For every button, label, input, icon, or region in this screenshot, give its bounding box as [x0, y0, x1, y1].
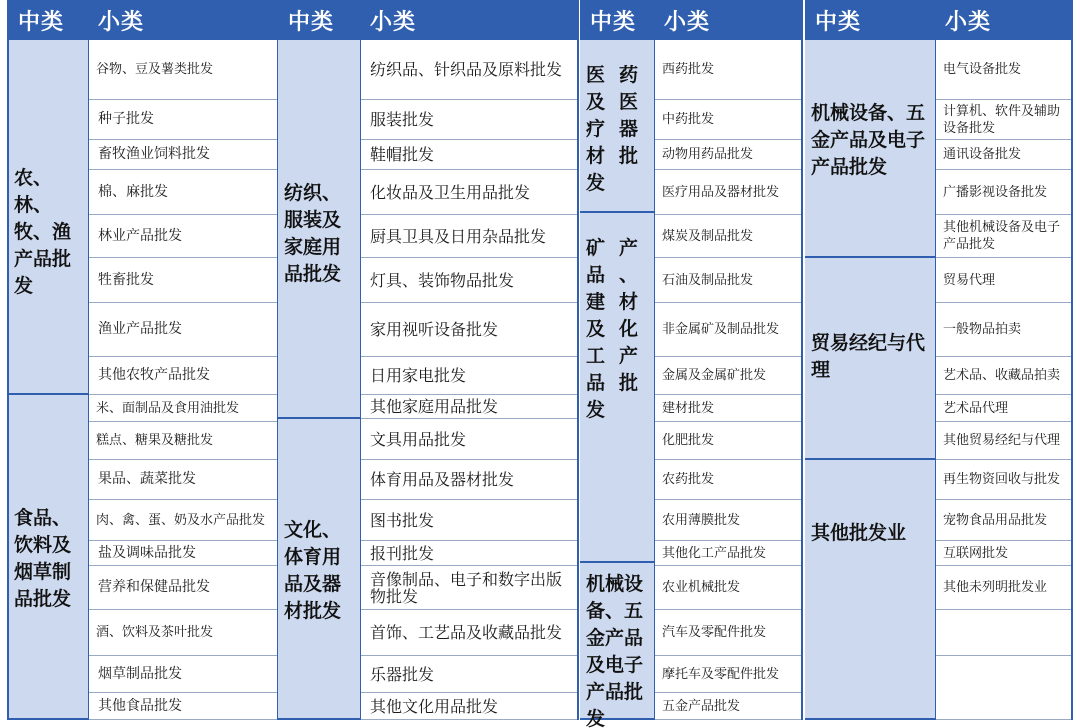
mid-category-char: 及	[586, 318, 606, 340]
small-category-cell	[360, 170, 578, 215]
small-category-label: 种子批发	[98, 111, 154, 127]
small-category-cell	[360, 100, 578, 140]
small-category-label: 日用家电批发	[370, 366, 467, 385]
small-category-label: 畜牧渔业饲料批发	[98, 146, 210, 162]
small-category-label: 一般物品拍卖	[943, 322, 1022, 337]
small-category-cell	[935, 140, 1072, 170]
mid-category-char: 品	[586, 372, 606, 394]
small-category-cell	[360, 541, 578, 566]
small-category-cell	[88, 215, 278, 258]
small-category-cell	[360, 500, 578, 541]
small-category-label: 谷物、豆及薯类批发	[96, 62, 214, 77]
small-category-label: 摩托车及零配件批发	[662, 666, 780, 682]
small-category-label: 农用薄膜批发	[662, 512, 741, 528]
small-category-label: 纺织品、针织品及原料批发	[370, 60, 563, 79]
mid-category-label	[586, 235, 648, 424]
small-category-label: 报刊批发	[370, 543, 435, 563]
small-category-label: 通讯设备批发	[943, 147, 1022, 162]
header-small-category: 小类	[88, 0, 278, 40]
small-category-cell	[935, 395, 1072, 422]
small-category-label: 汽车及零配件批发	[662, 625, 767, 640]
small-category-label: 棉、麻批发	[98, 183, 168, 200]
small-category-cell	[654, 100, 802, 140]
mid-category-char	[619, 397, 648, 424]
mid-category-char: 器	[619, 118, 639, 140]
small-category-label: 互联网批发	[943, 545, 1009, 561]
small-category-label: 牲畜批发	[98, 271, 154, 288]
header-small-category: 小类	[654, 0, 802, 40]
small-category-cell	[360, 460, 578, 500]
small-category-cell	[654, 500, 802, 541]
small-category-label: 贸易代理	[943, 272, 996, 288]
mid-category-char: 品	[586, 264, 606, 286]
mid-category-label: 其他批发业	[811, 522, 907, 544]
small-category-cell	[360, 140, 578, 170]
small-category-label: 农业机械批发	[662, 580, 741, 595]
mid-category-cell	[580, 40, 654, 213]
mid-category-cell	[580, 563, 654, 728]
mid-category-label: 文化、体育用品及器材批发	[284, 519, 342, 622]
small-category-cell	[935, 40, 1072, 100]
small-category-label: 其他未列明批发业	[943, 580, 1048, 595]
small-category-label: 电气设备批发	[943, 62, 1022, 77]
small-category-cell	[88, 395, 278, 422]
small-category-cell	[935, 258, 1072, 303]
small-category-label: 其他化工产品批发	[662, 545, 767, 561]
small-category-cell	[360, 610, 578, 656]
small-category-cell	[935, 357, 1072, 395]
small-category-label: 再生物资回收与批发	[943, 472, 1061, 487]
small-category-cell	[360, 303, 578, 357]
small-category-cell	[654, 357, 802, 395]
column-divider	[88, 0, 89, 720]
small-category-label: 服装批发	[370, 110, 435, 129]
small-category-label: 五金产品批发	[662, 698, 741, 714]
mid-category-label: 纺织、服装及家庭用品批发	[284, 182, 342, 285]
mid-category-char: 、	[619, 264, 639, 286]
small-category-cell	[88, 303, 278, 357]
small-category-label: 其他文化用品批发	[370, 696, 499, 716]
small-category-cell	[654, 395, 802, 422]
small-category-label: 化妆品及卫生用品批发	[370, 182, 531, 202]
small-category-cell	[88, 500, 278, 541]
small-category-cell	[360, 215, 578, 258]
mid-category-label: 农、林、牧、渔产品批发	[14, 167, 72, 297]
small-category-cell	[935, 215, 1072, 258]
small-category-cell	[360, 566, 578, 610]
small-category-label: 金属及金属矿批发	[662, 368, 767, 383]
small-category-label: 艺术品代理	[943, 400, 1009, 416]
small-category-label: 艺术品、收藏品拍卖	[943, 368, 1061, 383]
small-category-label: 渔业产品批发	[98, 321, 182, 337]
small-category-cell	[654, 303, 802, 357]
small-category-label: 肉、禽、蛋、奶及水产品批发	[96, 512, 266, 528]
small-category-cell	[88, 541, 278, 566]
small-category-label: 广播影视设备批发	[943, 184, 1048, 200]
column-divider	[801, 0, 803, 720]
mid-category-char: 工	[586, 345, 606, 367]
small-category-cell	[88, 422, 278, 460]
small-category-cell	[654, 460, 802, 500]
small-category-cell	[360, 656, 578, 693]
small-category-cell	[88, 170, 278, 215]
small-category-label: 烟草制品批发	[98, 665, 182, 682]
header-small-category: 小类	[935, 0, 1072, 40]
small-category-cell	[360, 693, 578, 720]
small-category-cell	[88, 693, 278, 720]
small-category-label: 体育用品及器材批发	[370, 470, 515, 489]
mid-category-char: 产	[619, 345, 639, 367]
column-divider	[1071, 0, 1073, 720]
small-category-label: 文具用品批发	[370, 429, 467, 449]
small-category-cell	[654, 610, 802, 656]
small-category-label: 动物用药品批发	[662, 147, 754, 162]
mid-category-label: 机械设备、五金产品及电子产品批发	[586, 573, 644, 728]
header-mid-category: 中类	[580, 0, 654, 40]
small-category-cell	[88, 566, 278, 610]
mid-category-cell	[805, 258, 935, 460]
small-category-label: 米、面制品及食用油批发	[96, 400, 240, 416]
mid-category-label: 食品、饮料及烟草制品批发	[14, 507, 72, 610]
small-category-label: 建材批发	[662, 400, 715, 416]
small-category-cell	[935, 460, 1072, 500]
small-category-cell	[88, 258, 278, 303]
small-category-cell	[654, 215, 802, 258]
small-category-label: 化肥批发	[662, 433, 715, 448]
mid-category-cell	[278, 40, 360, 419]
mid-category-cell	[805, 40, 935, 258]
small-category-cell	[935, 656, 1072, 720]
mid-category-char	[619, 170, 648, 197]
mid-category-char: 批	[619, 145, 639, 167]
small-category-label: 其他食品批发	[98, 697, 182, 714]
mid-category-char: 材	[619, 291, 639, 313]
mid-category-char: 医	[619, 91, 639, 113]
small-category-cell	[360, 395, 578, 419]
table-left-border	[7, 0, 9, 720]
column-divider	[654, 0, 655, 720]
small-category-cell	[935, 500, 1072, 541]
small-category-cell	[935, 422, 1072, 460]
small-category-cell	[360, 40, 578, 100]
small-category-label: 糕点、糖果及糖批发	[96, 433, 214, 448]
header-mid-category: 中类	[278, 0, 360, 40]
column-divider	[577, 0, 579, 720]
header-small-category: 小类	[360, 0, 578, 40]
mid-category-char: 建	[586, 291, 606, 313]
small-category-label: 厨具卫具及日用杂品批发	[370, 226, 547, 246]
small-category-cell	[935, 100, 1072, 140]
small-category-label: 酒、饮料及茶叶批发	[96, 625, 214, 640]
mid-category-char: 发	[586, 399, 606, 421]
header-mid-category: 中类	[8, 0, 88, 40]
small-category-label: 首饰、工艺品及收藏品批发	[370, 623, 563, 642]
small-category-cell	[935, 610, 1072, 656]
small-category-cell	[935, 566, 1072, 610]
mid-category-char: 矿	[586, 237, 606, 259]
mid-category-label: 机械设备、五金产品及电子产品批发	[811, 102, 926, 178]
small-category-label: 医疗用品及器材批发	[662, 184, 780, 200]
small-category-label: 石油及制品批发	[662, 272, 754, 288]
small-category-cell	[654, 140, 802, 170]
small-category-label: 灯具、装饰物品批发	[370, 270, 515, 290]
mid-category-cell	[8, 40, 88, 395]
small-category-label: 乐器批发	[370, 664, 435, 684]
small-category-cell	[360, 357, 578, 395]
small-category-cell	[654, 693, 802, 720]
header-mid-category: 中类	[805, 0, 935, 40]
mid-category-char: 发	[586, 172, 606, 194]
mid-category-cell	[805, 460, 935, 720]
small-category-cell	[654, 541, 802, 566]
small-category-label: 非金属矿及制品批发	[662, 322, 780, 337]
small-category-cell	[935, 541, 1072, 566]
small-category-label: 宠物食品用品批发	[943, 512, 1048, 528]
small-category-label: 音像制品、电子和数字出版物批发	[370, 569, 563, 606]
column-divider	[935, 0, 936, 720]
mid-category-char: 产	[619, 237, 639, 259]
small-category-cell	[654, 566, 802, 610]
small-category-cell	[360, 258, 578, 303]
small-category-label: 图书批发	[370, 510, 435, 530]
small-category-cell	[935, 170, 1072, 215]
mid-category-label: 贸易经纪与代理	[811, 332, 926, 381]
small-category-cell	[88, 140, 278, 170]
small-category-cell	[654, 258, 802, 303]
mid-category-char: 及	[586, 91, 606, 113]
small-category-cell	[935, 303, 1072, 357]
small-category-label: 其他机械设备及电子产品批发	[943, 220, 1061, 252]
column-divider	[360, 0, 361, 720]
small-category-cell	[88, 357, 278, 395]
mid-category-cell	[278, 419, 360, 720]
mid-category-label	[586, 62, 648, 197]
small-category-label: 林业产品批发	[98, 227, 182, 244]
small-category-label: 家用视听设备批发	[370, 320, 499, 339]
small-category-label: 营养和保健品批发	[98, 579, 210, 595]
small-category-cell	[88, 610, 278, 656]
small-category-cell	[654, 40, 802, 100]
small-category-label: 中药批发	[662, 112, 715, 127]
mid-category-cell	[8, 395, 88, 720]
small-category-label: 其他家庭用品批发	[370, 397, 499, 416]
mid-category-char: 化	[619, 318, 639, 340]
small-category-label: 其他贸易经纪与代理	[943, 433, 1061, 448]
small-category-label: 计算机、软件及辅助设备批发	[943, 103, 1061, 136]
mid-category-char: 材	[586, 145, 606, 167]
small-category-cell	[88, 40, 278, 100]
small-category-cell	[88, 460, 278, 500]
small-category-label: 西药批发	[662, 62, 715, 77]
mid-category-char: 医	[586, 64, 606, 86]
small-category-label: 农药批发	[662, 472, 715, 487]
small-category-cell	[360, 419, 578, 460]
mid-category-char: 疗	[586, 118, 606, 140]
small-category-cell	[654, 422, 802, 460]
mid-category-char: 药	[619, 64, 639, 86]
mid-category-cell	[580, 213, 654, 563]
small-category-label: 鞋帽批发	[370, 145, 435, 164]
small-category-label: 盐及调味品批发	[98, 544, 196, 561]
small-category-cell	[654, 656, 802, 693]
mid-category-char: 批	[619, 372, 639, 394]
small-category-cell	[654, 170, 802, 215]
small-category-label: 煤炭及制品批发	[662, 228, 754, 244]
small-category-label: 其他农牧产品批发	[98, 367, 210, 383]
small-category-cell	[88, 656, 278, 693]
small-category-cell	[88, 100, 278, 140]
small-category-label: 果品、蔬菜批发	[98, 471, 196, 487]
